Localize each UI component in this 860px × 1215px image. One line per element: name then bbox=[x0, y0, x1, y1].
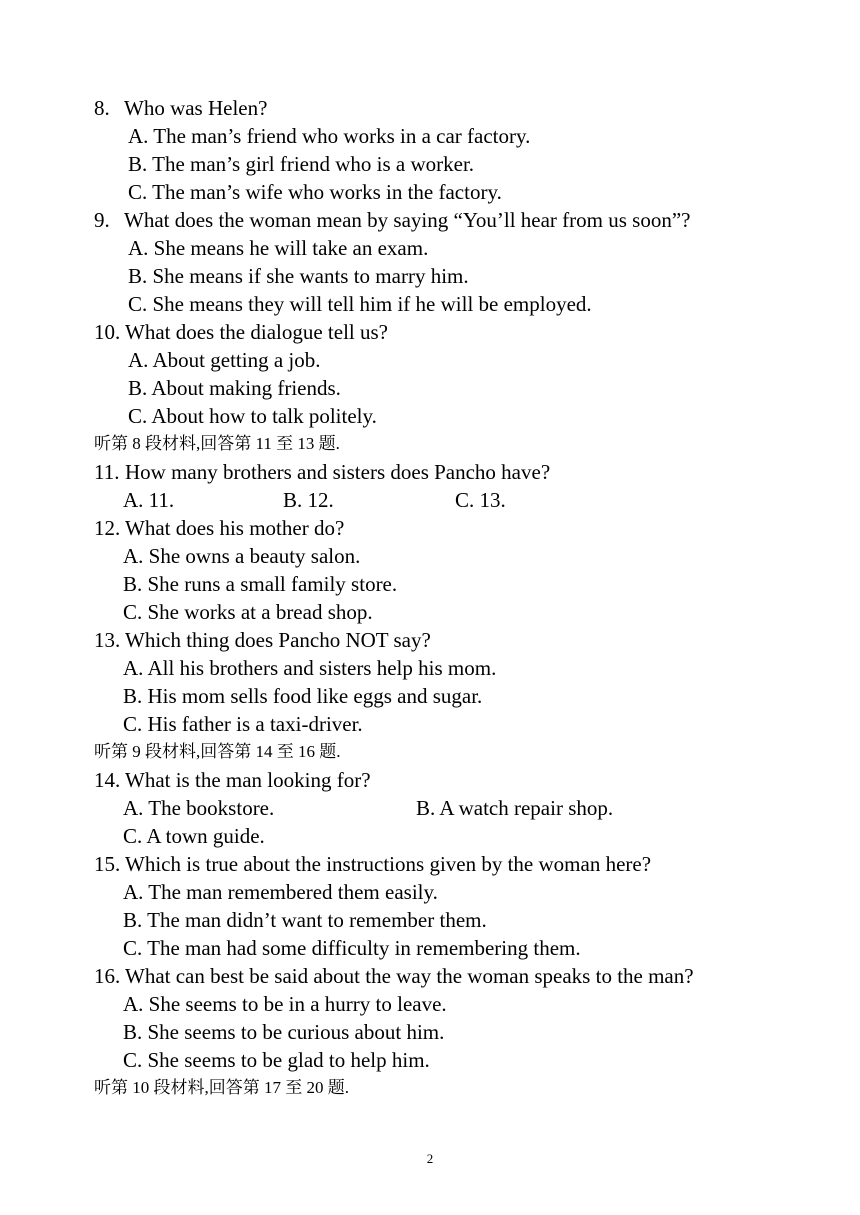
answer-option-row bbox=[0, 486, 860, 514]
question-line bbox=[0, 626, 860, 654]
question-text: Which is true about the instructions given by the woman here? bbox=[125, 852, 652, 876]
question-line bbox=[0, 318, 860, 346]
answer-option: C. She means they will tell him if he will be employed. bbox=[128, 292, 592, 316]
question-number: 9. bbox=[94, 208, 110, 232]
question-number: 8. bbox=[94, 96, 110, 120]
answer-option: B. About making friends. bbox=[128, 376, 341, 400]
answer-option: B. His mom sells food like eggs and sugar. bbox=[123, 684, 483, 708]
answer-option: A. About getting a job. bbox=[128, 348, 321, 372]
section-instruction: 听第 10 段材料,回答第 17 至 20 题. bbox=[94, 1078, 349, 1097]
question-number: 10. bbox=[94, 320, 121, 344]
question-text: What does the dialogue tell us? bbox=[125, 320, 389, 344]
answer-option: B. She runs a small family store. bbox=[123, 572, 398, 596]
answer-option: B. She seems to be curious about him. bbox=[123, 1020, 445, 1044]
answer-option: A. The bookstore. bbox=[123, 796, 275, 820]
question-line bbox=[0, 206, 860, 234]
question-number: 16. bbox=[94, 964, 121, 988]
question-number: 11. bbox=[94, 460, 120, 484]
question-line bbox=[0, 766, 860, 794]
question-text: What does the woman mean by saying “You’ll hear from us soon”? bbox=[124, 208, 691, 232]
answer-option: A. 11. bbox=[123, 488, 175, 512]
question-text: What does his mother do? bbox=[125, 516, 345, 540]
question-line bbox=[0, 962, 860, 990]
question-text: How many brothers and sisters does Pancho have? bbox=[125, 460, 551, 484]
question-number: 15. bbox=[94, 852, 121, 876]
answer-option: A. The man remembered them easily. bbox=[123, 880, 438, 904]
answer-option: A. She owns a beauty salon. bbox=[123, 544, 361, 568]
question-text: What is the man looking for? bbox=[125, 768, 371, 792]
answer-option: C. She seems to be glad to help him. bbox=[123, 1048, 430, 1072]
answer-option: B. A watch repair shop. bbox=[416, 796, 614, 820]
question-text: What can best be said about the way the woman speaks to the man? bbox=[125, 964, 694, 988]
answer-option: B. 12. bbox=[283, 488, 334, 512]
question-line bbox=[0, 514, 860, 542]
answer-option: C. The man had some difficulty in remembering them. bbox=[123, 936, 581, 960]
question-number: 14. bbox=[94, 768, 121, 792]
section-instruction: 听第 9 段材料,回答第 14 至 16 题. bbox=[94, 742, 341, 761]
answer-option: B. The man’s girl friend who is a worker. bbox=[128, 152, 475, 176]
answer-option: B. She means if she wants to marry him. bbox=[128, 264, 469, 288]
answer-option: C. About how to talk politely. bbox=[128, 404, 377, 428]
answer-option-row bbox=[0, 794, 860, 822]
question-text: Which thing does Pancho NOT say? bbox=[125, 628, 431, 652]
section-instruction: 听第 8 段材料,回答第 11 至 13 题. bbox=[94, 434, 340, 453]
question-line bbox=[0, 458, 860, 486]
answer-option: C. 13. bbox=[455, 488, 506, 512]
answer-option: A. She means he will take an exam. bbox=[128, 236, 429, 260]
answer-option: A. The man’s friend who works in a car factory. bbox=[128, 124, 531, 148]
answer-option: C. The man’s wife who works in the factory. bbox=[128, 180, 502, 204]
page-number: 2 bbox=[426, 1151, 434, 1166]
document-page bbox=[0, 94, 860, 1102]
question-number: 12. bbox=[94, 516, 121, 540]
answer-option: C. A town guide. bbox=[123, 824, 265, 848]
question-line bbox=[0, 850, 860, 878]
question-number: 13. bbox=[94, 628, 121, 652]
answer-option: C. She works at a bread shop. bbox=[123, 600, 373, 624]
answer-option: A. She seems to be in a hurry to leave. bbox=[123, 992, 447, 1016]
answer-option: A. All his brothers and sisters help his mom. bbox=[123, 656, 497, 680]
question-text: Who was Helen? bbox=[124, 96, 268, 120]
question-line bbox=[0, 94, 860, 122]
answer-option: C. His father is a taxi-driver. bbox=[123, 712, 363, 736]
answer-option: B. The man didn’t want to remember them. bbox=[123, 908, 487, 932]
